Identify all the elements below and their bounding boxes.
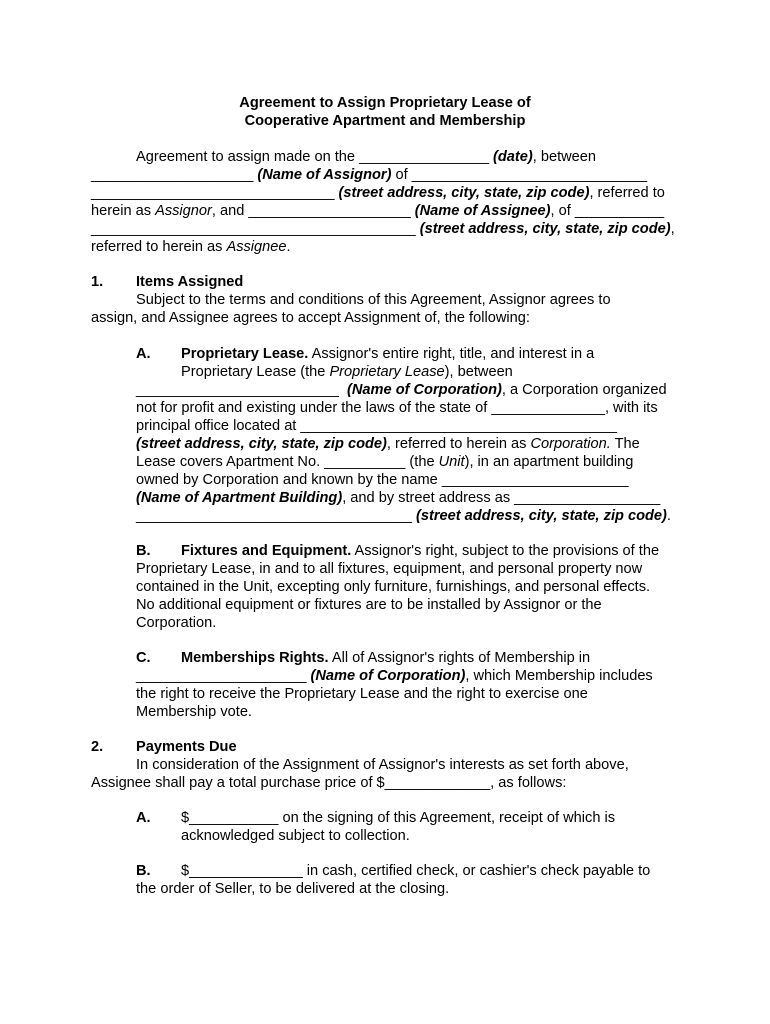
item-1c-line-1: Memberships Rights. All of Assignor's rights of Membership in (181, 650, 591, 666)
item-1a-line-6: (street address, city, state, zip code), referred to herein as Corporation. The (136, 436, 640, 452)
item-1a-line-2: Proprietary Lease (the Proprietary Lease), between (181, 364, 513, 380)
item-1a-line-1: Proprietary Lease. Assignor's entire right, title, and interest in a (181, 346, 595, 362)
intro-line-2: ____________________ (Name of Assignor) of _____________________________ (91, 167, 648, 183)
item-1a-line-10: __________________________________ (street address, city, state, zip code). (136, 508, 671, 524)
item-1b-line-2: Proprietary Lease, in and to all fixtures, equipment, and personal property now (136, 561, 643, 577)
section-2-heading: Payments Due (136, 739, 237, 755)
item-1b-letter: B. (136, 543, 151, 559)
section-1-paragraph-line-2: assign, and Assignee agrees to accept Assignment of, the following: (91, 310, 530, 326)
item-2b-line-1: $______________ in cash, certified check, or cashier's check payable to (181, 863, 651, 879)
section-1-number: 1. (91, 274, 104, 290)
item-2b-line-2: the order of Seller, to be delivered at the closing. (136, 881, 450, 897)
intro-line-3: ______________________________ (street address, city, state, zip code), referred to (91, 185, 665, 201)
item-2a-line-2: acknowledged subject to collection. (181, 828, 410, 844)
item-1a-line-7: Lease covers Apartment No. __________ (the Unit), in an apartment building (136, 454, 634, 470)
intro-line-5: ________________________________________ (street address, city, state, zip code), (91, 221, 675, 237)
item-2b-letter: B. (136, 863, 151, 879)
item-1c-letter: C. (136, 650, 151, 666)
item-1b-line-4: No additional equipment or fixtures are to be installed by Assignor or the (136, 597, 602, 613)
item-1c-line-4: Membership vote. (136, 704, 252, 720)
document-title-line-2: Cooperative Apartment and Membership (244, 113, 526, 129)
intro-line-4: herein as Assignor, and ____________________ (Name of Assignee), of ___________ (91, 203, 665, 219)
item-1b-line-1: Fixtures and Equipment. Assignor's right, subject to the provisions of the (181, 543, 660, 559)
section-1-paragraph-line-1: Subject to the terms and conditions of this Agreement, Assignor agrees to (136, 292, 611, 308)
item-1c-line-3: the right to receive the Proprietary Lease and the right to exercise one (136, 686, 588, 702)
item-1a-letter: A. (136, 346, 151, 362)
item-2a-line-1: $___________ on the signing of this Agreement, receipt of which is (181, 810, 616, 826)
item-1a-line-3: _________________________ (Name of Corporation), a Corporation organized (136, 382, 667, 398)
section-2-number: 2. (91, 739, 104, 755)
intro-line-1: Agreement to assign made on the ________________ (date), between (136, 149, 597, 165)
item-1a-line-5: principal office located at _______________________________________ (136, 418, 617, 434)
item-2a-letter: A. (136, 810, 151, 826)
item-1a-line-4: not for profit and existing under the laws of the state of ______________, with its (136, 400, 658, 416)
item-1a-line-9: (Name of Apartment Building), and by street address as __________________ (136, 490, 661, 506)
section-2-paragraph-line-2: Assignee shall pay a total purchase price of $_____________, as follows: (91, 775, 567, 791)
item-1a-line-8: owned by Corporation and known by the name _______________________ (136, 472, 629, 488)
intro-line-6: referred to herein as Assignee. (91, 239, 291, 255)
document-title-line-1: Agreement to Assign Proprietary Lease of (239, 95, 531, 111)
item-1b-line-3: contained in the Unit, excepting only furniture, furnishings, and personal effects. (136, 579, 651, 595)
item-1c-line-2: _____________________ (Name of Corporation), which Membership includes (136, 668, 653, 684)
item-1b-line-5: Corporation. (136, 615, 217, 631)
section-1-heading: Items Assigned (136, 274, 244, 290)
section-2-paragraph-line-1: In consideration of the Assignment of Assignor's interests as set forth above, (136, 757, 629, 773)
